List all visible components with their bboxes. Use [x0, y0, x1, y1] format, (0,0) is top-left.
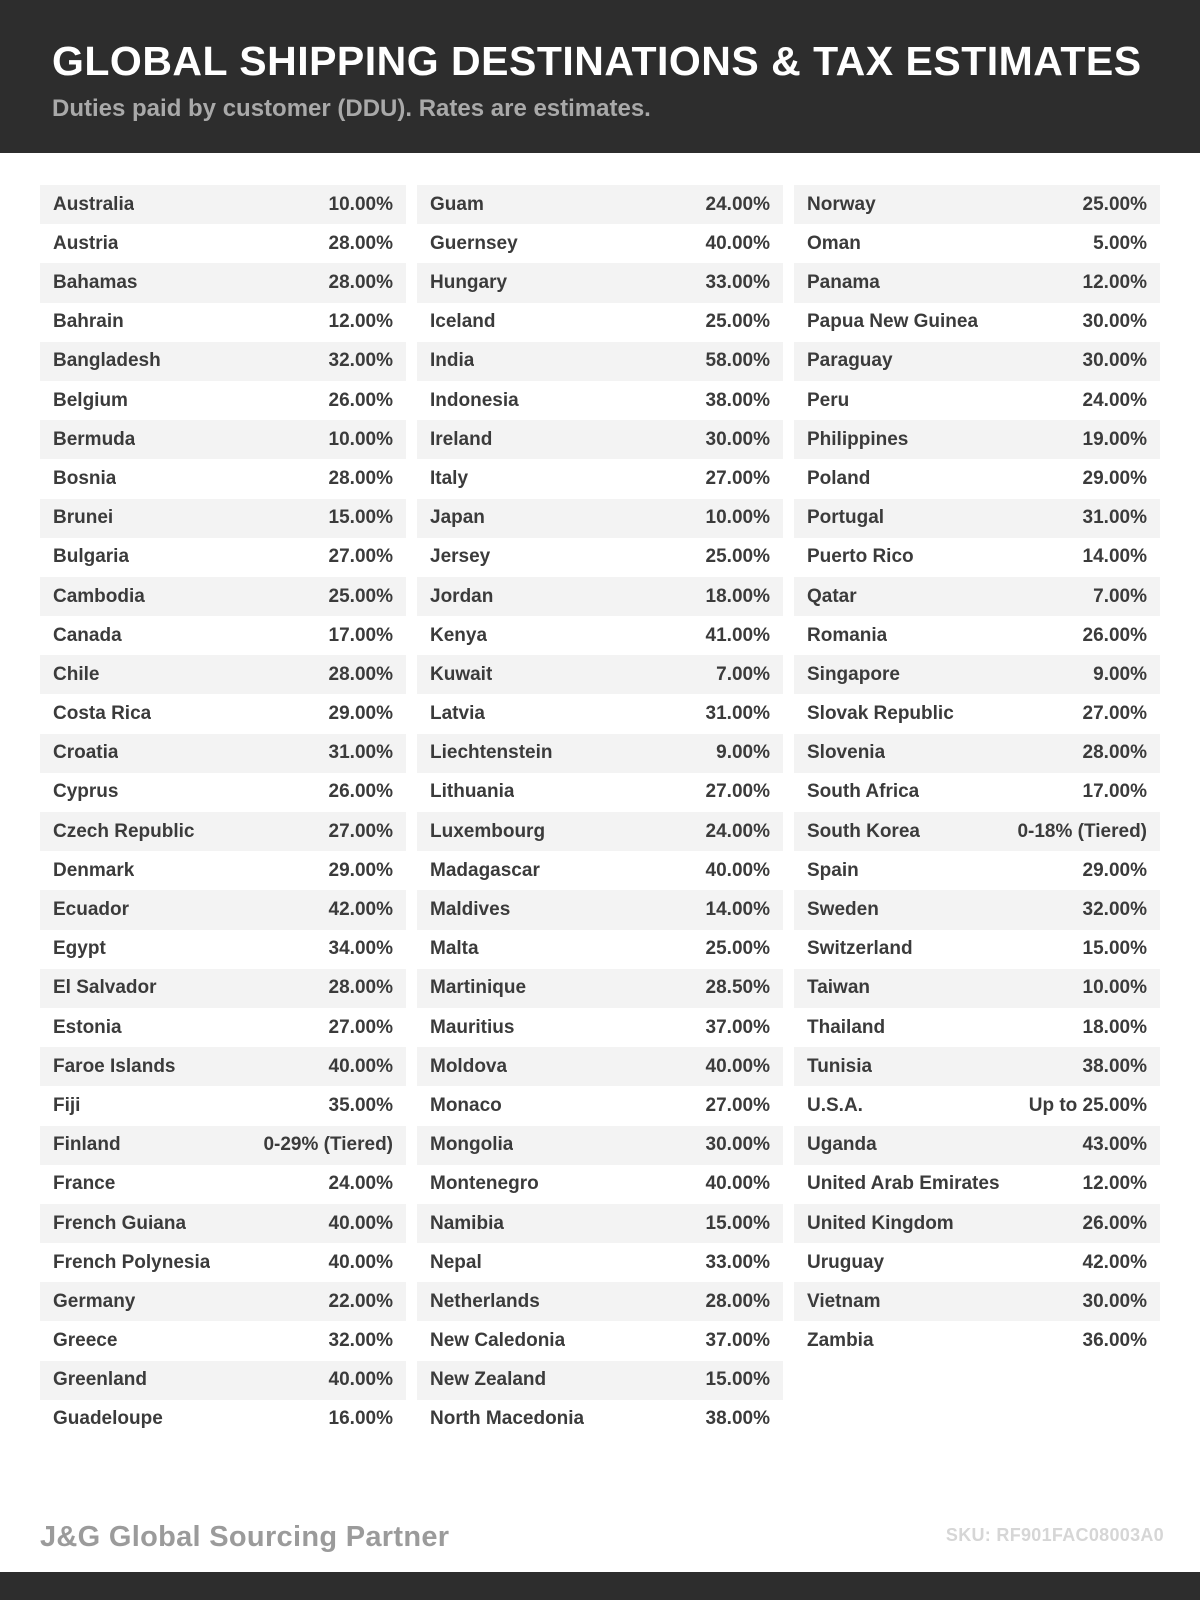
table-row: [417, 459, 783, 498]
country-name: Panama: [807, 272, 880, 294]
tax-rate: 25.00%: [328, 585, 393, 607]
country-name: Portugal: [807, 507, 885, 529]
country-name: Italy: [430, 467, 469, 489]
country-name: Puerto Rico: [807, 546, 914, 568]
country-name: Nepal: [430, 1251, 482, 1273]
rates-table: [0, 153, 1200, 1439]
tax-rate: 22.00%: [328, 1290, 393, 1312]
tax-rate: 40.00%: [328, 1055, 393, 1077]
tax-rate: 10.00%: [705, 507, 770, 529]
table-row: [794, 303, 1160, 342]
country-name: Namibia: [430, 1212, 504, 1234]
table-row: [794, 616, 1160, 655]
country-name: Brunei: [53, 507, 114, 529]
table-row: [40, 224, 406, 263]
country-name: Kenya: [430, 624, 488, 646]
country-name: United Arab Emirates: [807, 1173, 1000, 1195]
tax-rate: 10.00%: [1082, 977, 1147, 999]
country-name: Mongolia: [430, 1134, 514, 1156]
country-name: Vietnam: [807, 1290, 881, 1312]
table-row: [40, 459, 406, 498]
country-name: Papua New Guinea: [807, 311, 979, 333]
country-name: Spain: [807, 859, 859, 881]
country-name: Guadeloupe: [53, 1408, 163, 1430]
table-row: [40, 773, 406, 812]
tax-rate: 30.00%: [1082, 350, 1147, 372]
tax-rate: 18.00%: [705, 585, 770, 607]
tax-rate: 10.00%: [328, 428, 393, 450]
table-row: [794, 694, 1160, 733]
tax-rate: 9.00%: [716, 742, 770, 764]
country-name: Mauritius: [430, 1016, 515, 1038]
table-row: [794, 890, 1160, 929]
country-name: Fiji: [53, 1094, 81, 1116]
country-name: Cambodia: [53, 585, 145, 607]
country-name: Paraguay: [807, 350, 893, 372]
table-row: [40, 1243, 406, 1282]
country-name: Slovenia: [807, 742, 886, 764]
country-name: Uganda: [807, 1134, 877, 1156]
country-name: Bosnia: [53, 467, 117, 489]
tax-rate: 24.00%: [705, 193, 770, 215]
country-name: Costa Rica: [53, 703, 152, 725]
tax-rate: 26.00%: [328, 781, 393, 803]
table-row: [794, 1282, 1160, 1321]
table-row: [794, 577, 1160, 616]
table-row: [794, 185, 1160, 224]
tax-rate: 40.00%: [328, 1369, 393, 1391]
tax-rate: 15.00%: [328, 507, 393, 529]
tax-rate: 25.00%: [705, 938, 770, 960]
country-name: Guam: [430, 193, 484, 215]
table-row: [40, 381, 406, 420]
table-row: [417, 851, 783, 890]
country-name: Sweden: [807, 899, 879, 921]
table-row: [794, 459, 1160, 498]
rate-column: [40, 185, 406, 1439]
rate-column: [794, 185, 1160, 1361]
table-row: [417, 773, 783, 812]
table-row: [40, 420, 406, 459]
country-name: Iceland: [430, 311, 496, 333]
country-name: Kuwait: [430, 663, 493, 685]
country-name: Croatia: [53, 742, 119, 764]
country-name: Ireland: [430, 428, 493, 450]
tax-rate: 29.00%: [328, 703, 393, 725]
country-name: Faroe Islands: [53, 1055, 176, 1077]
tax-rate: 38.00%: [705, 1408, 770, 1430]
tax-rate: 36.00%: [1082, 1330, 1147, 1352]
tax-rate: 29.00%: [328, 859, 393, 881]
tax-rate: 28.00%: [705, 1290, 770, 1312]
tax-rate: 29.00%: [1082, 467, 1147, 489]
tax-rate: 31.00%: [1082, 507, 1147, 529]
table-row: [417, 224, 783, 263]
table-row: [40, 930, 406, 969]
table-row: [794, 812, 1160, 851]
table-row: [40, 1282, 406, 1321]
tax-rate: 30.00%: [705, 1134, 770, 1156]
table-row: [40, 303, 406, 342]
tax-rate: 27.00%: [705, 781, 770, 803]
country-name: French Guiana: [53, 1212, 187, 1234]
tax-rate: 31.00%: [328, 742, 393, 764]
tax-rate: 12.00%: [328, 311, 393, 333]
table-row: [417, 969, 783, 1008]
country-name: Belgium: [53, 389, 128, 411]
tax-rate: 28.00%: [328, 467, 393, 489]
table-row: [794, 1008, 1160, 1047]
tax-rate: 37.00%: [705, 1016, 770, 1038]
country-name: Bahrain: [53, 311, 124, 333]
country-name: Slovak Republic: [807, 703, 954, 725]
country-name: U.S.A.: [807, 1094, 863, 1116]
table-row: [40, 694, 406, 733]
table-row: [417, 1282, 783, 1321]
tax-rate: 28.00%: [328, 272, 393, 294]
country-name: South Korea: [807, 820, 920, 842]
tax-rate: 24.00%: [1082, 389, 1147, 411]
country-name: Martinique: [430, 977, 527, 999]
table-row: [40, 890, 406, 929]
table-row: [794, 381, 1160, 420]
tax-rate: 33.00%: [705, 272, 770, 294]
tax-rate: 15.00%: [1082, 938, 1147, 960]
tax-rate: 27.00%: [1082, 703, 1147, 725]
tax-rate: 28.50%: [705, 977, 770, 999]
country-name: New Caledonia: [430, 1330, 566, 1352]
country-name: Japan: [430, 507, 485, 529]
tax-rate: 29.00%: [1082, 859, 1147, 881]
table-row: [40, 1047, 406, 1086]
tax-rate: 24.00%: [328, 1173, 393, 1195]
tax-rate: Up to 25.00%: [1028, 1094, 1147, 1116]
table-row: [417, 577, 783, 616]
country-name: Cyprus: [53, 781, 119, 803]
country-name: Egypt: [53, 938, 106, 960]
country-name: Switzerland: [807, 938, 913, 960]
tax-rate: 15.00%: [705, 1212, 770, 1234]
table-row: [40, 1321, 406, 1360]
tax-rate: 40.00%: [705, 1055, 770, 1077]
tax-rate: 27.00%: [328, 1016, 393, 1038]
table-row: [794, 1165, 1160, 1204]
country-name: Bahamas: [53, 272, 138, 294]
tax-rate: 34.00%: [328, 938, 393, 960]
country-name: Indonesia: [430, 389, 519, 411]
table-row: [417, 616, 783, 655]
country-name: Germany: [53, 1290, 136, 1312]
table-row: [794, 499, 1160, 538]
table-row: [794, 1086, 1160, 1125]
country-name: Czech Republic: [53, 820, 195, 842]
tax-rate: 19.00%: [1082, 428, 1147, 450]
country-name: Luxembourg: [430, 820, 546, 842]
country-name: Qatar: [807, 585, 857, 607]
tax-rate: 0-18% (Tiered): [1017, 820, 1147, 842]
table-row: [40, 616, 406, 655]
table-row: [794, 263, 1160, 302]
table-row: [40, 812, 406, 851]
table-row: [794, 655, 1160, 694]
country-name: Greece: [53, 1330, 118, 1352]
tax-rate: 40.00%: [705, 1173, 770, 1195]
tax-rate: 28.00%: [328, 663, 393, 685]
tax-rate: 27.00%: [328, 546, 393, 568]
table-row: [794, 969, 1160, 1008]
table-row: [417, 930, 783, 969]
tax-rate: 10.00%: [328, 193, 393, 215]
country-name: North Macedonia: [430, 1408, 585, 1430]
table-row: [794, 538, 1160, 577]
tax-rate: 9.00%: [1093, 663, 1147, 685]
tax-rate: 16.00%: [328, 1408, 393, 1430]
tax-rate: 32.00%: [1082, 899, 1147, 921]
country-name: Austria: [53, 232, 119, 254]
tax-rate: 0-29% (Tiered): [263, 1134, 393, 1156]
country-name: Estonia: [53, 1016, 122, 1038]
country-name: Canada: [53, 624, 122, 646]
table-row: [417, 1204, 783, 1243]
country-name: Singapore: [807, 663, 900, 685]
country-name: Liechtenstein: [430, 742, 553, 764]
footer-brand: J&G Global Sourcing Partner: [40, 1521, 450, 1553]
tax-rate: 26.00%: [1082, 1212, 1147, 1234]
table-row: [417, 499, 783, 538]
country-name: Chile: [53, 663, 100, 685]
page-title: GLOBAL SHIPPING DESTINATIONS & TAX ESTIMATES: [52, 38, 1142, 84]
tax-rate: 28.00%: [328, 977, 393, 999]
country-name: Bangladesh: [53, 350, 161, 372]
table-row: [417, 1243, 783, 1282]
table-row: [417, 1165, 783, 1204]
table-row: [40, 851, 406, 890]
table-row: [417, 1047, 783, 1086]
table-row: [40, 1008, 406, 1047]
tax-rate: 32.00%: [328, 350, 393, 372]
table-row: [40, 538, 406, 577]
country-name: Moldova: [430, 1055, 508, 1077]
table-row: [40, 1165, 406, 1204]
header: [0, 0, 1200, 153]
country-name: Netherlands: [430, 1290, 540, 1312]
table-row: [794, 420, 1160, 459]
table-row: [417, 1400, 783, 1439]
country-name: Bulgaria: [53, 546, 130, 568]
table-row: [417, 1321, 783, 1360]
tax-rate: 14.00%: [1082, 546, 1147, 568]
tax-rate: 27.00%: [705, 467, 770, 489]
tax-rate: 35.00%: [328, 1094, 393, 1116]
table-row: [794, 1047, 1160, 1086]
country-name: Maldives: [430, 899, 511, 921]
country-name: Romania: [807, 624, 888, 646]
tax-rate: 17.00%: [1082, 781, 1147, 803]
table-row: [40, 1086, 406, 1125]
country-name: Oman: [807, 232, 861, 254]
table-row: [794, 851, 1160, 890]
footer-sku: SKU: RF901FAC08003A0: [945, 1525, 1164, 1545]
table-row: [794, 1204, 1160, 1243]
country-name: Jersey: [430, 546, 491, 568]
tax-rate: 40.00%: [328, 1251, 393, 1273]
country-name: New Zealand: [430, 1369, 547, 1391]
table-row: [40, 655, 406, 694]
table-row: [794, 1243, 1160, 1282]
country-name: Australia: [53, 193, 135, 215]
table-row: [40, 1126, 406, 1165]
country-name: Philippines: [807, 428, 909, 450]
tax-rate: 7.00%: [716, 663, 770, 685]
country-name: French Polynesia: [53, 1251, 211, 1273]
tax-rate: 40.00%: [705, 232, 770, 254]
country-name: Taiwan: [807, 977, 870, 999]
tax-rate: 40.00%: [328, 1212, 393, 1234]
table-row: [40, 263, 406, 302]
tax-rate: 43.00%: [1082, 1134, 1147, 1156]
country-name: United Kingdom: [807, 1212, 954, 1234]
table-row: [794, 342, 1160, 381]
tax-rate: 18.00%: [1082, 1016, 1147, 1038]
country-name: Jordan: [430, 585, 494, 607]
country-name: Monaco: [430, 1094, 502, 1116]
table-row: [417, 890, 783, 929]
tax-rate: 27.00%: [705, 1094, 770, 1116]
country-name: Montenegro: [430, 1173, 539, 1195]
table-row: [40, 342, 406, 381]
table-row: [417, 303, 783, 342]
table-row: [40, 499, 406, 538]
table-row: [417, 263, 783, 302]
table-row: [794, 224, 1160, 263]
tax-rate: 26.00%: [1082, 624, 1147, 646]
table-row: [417, 1361, 783, 1400]
country-name: Denmark: [53, 859, 135, 881]
tax-rate: 25.00%: [705, 311, 770, 333]
bottom-bar: [0, 1572, 1200, 1600]
country-name: South Africa: [807, 781, 920, 803]
tax-rate: 31.00%: [705, 703, 770, 725]
table-row: [417, 342, 783, 381]
country-name: Peru: [807, 389, 850, 411]
table-row: [794, 1126, 1160, 1165]
tax-rate: 25.00%: [705, 546, 770, 568]
tax-rate: 42.00%: [1082, 1251, 1147, 1273]
country-name: Bermuda: [53, 428, 136, 450]
tax-rate: 15.00%: [705, 1369, 770, 1391]
table-row: [417, 1008, 783, 1047]
tax-rate: 12.00%: [1082, 1173, 1147, 1195]
table-row: [794, 734, 1160, 773]
table-row: [417, 812, 783, 851]
table-row: [40, 1204, 406, 1243]
table-row: [417, 655, 783, 694]
tax-rate: 41.00%: [705, 624, 770, 646]
country-name: India: [430, 350, 475, 372]
country-name: France: [53, 1173, 116, 1195]
tax-rate: 30.00%: [1082, 1290, 1147, 1312]
tax-rate: 32.00%: [328, 1330, 393, 1352]
country-name: Lithuania: [430, 781, 515, 803]
tax-rate: 28.00%: [1082, 742, 1147, 764]
country-name: Zambia: [807, 1330, 874, 1352]
tax-rate: 38.00%: [1082, 1055, 1147, 1077]
country-name: Poland: [807, 467, 871, 489]
tax-rate: 5.00%: [1093, 232, 1147, 254]
country-name: Norway: [807, 193, 876, 215]
table-row: [417, 694, 783, 733]
country-name: Ecuador: [53, 899, 130, 921]
tax-rate: 28.00%: [328, 232, 393, 254]
tax-rate: 7.00%: [1093, 585, 1147, 607]
country-name: Madagascar: [430, 859, 540, 881]
table-row: [40, 1361, 406, 1400]
country-name: Finland: [53, 1134, 121, 1156]
country-name: Guernsey: [430, 232, 518, 254]
table-row: [40, 577, 406, 616]
table-row: [40, 734, 406, 773]
rate-column: [417, 185, 783, 1439]
country-name: El Salvador: [53, 977, 157, 999]
tax-rate: 27.00%: [328, 820, 393, 842]
country-name: Greenland: [53, 1369, 147, 1391]
tax-rate: 37.00%: [705, 1330, 770, 1352]
table-row: [417, 734, 783, 773]
country-name: Tunisia: [807, 1055, 873, 1077]
table-row: [40, 1400, 406, 1439]
tax-rate: 24.00%: [705, 820, 770, 842]
tax-rate: 40.00%: [705, 859, 770, 881]
tax-rate: 30.00%: [1082, 311, 1147, 333]
country-name: Hungary: [430, 272, 508, 294]
table-row: [417, 538, 783, 577]
tax-rate: 12.00%: [1082, 272, 1147, 294]
tax-rate: 38.00%: [705, 389, 770, 411]
tax-rate: 17.00%: [328, 624, 393, 646]
country-name: Latvia: [430, 703, 485, 725]
tax-rate: 30.00%: [705, 428, 770, 450]
country-name: Malta: [430, 938, 479, 960]
table-row: [417, 420, 783, 459]
tax-rate: 42.00%: [328, 899, 393, 921]
tax-rate: 14.00%: [705, 899, 770, 921]
page-subtitle: Duties paid by customer (DDU). Rates are estimates.: [52, 95, 651, 123]
table-row: [417, 1086, 783, 1125]
table-row: [40, 969, 406, 1008]
tax-rate: 26.00%: [328, 389, 393, 411]
tax-rate: 58.00%: [705, 350, 770, 372]
country-name: Uruguay: [807, 1251, 885, 1273]
table-row: [794, 930, 1160, 969]
table-row: [794, 773, 1160, 812]
table-row: [417, 381, 783, 420]
table-row: [417, 1126, 783, 1165]
table-row: [794, 1321, 1160, 1360]
tax-rate: 33.00%: [705, 1251, 770, 1273]
table-row: [40, 185, 406, 224]
table-row: [417, 185, 783, 224]
country-name: Thailand: [807, 1016, 886, 1038]
tax-rate: 25.00%: [1082, 193, 1147, 215]
